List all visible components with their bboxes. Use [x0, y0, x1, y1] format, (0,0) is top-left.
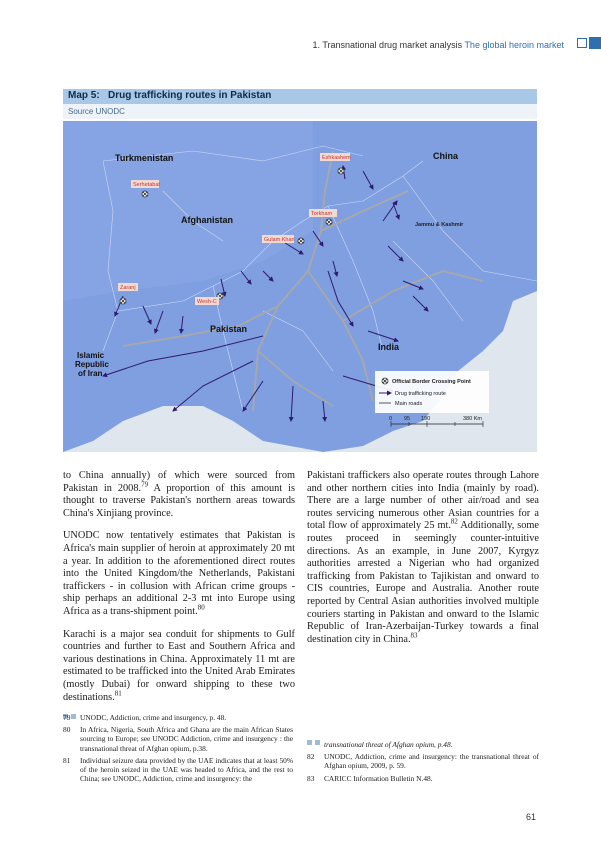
map-number: Map 5:	[68, 90, 100, 101]
crossing-serhetabat-icon	[142, 191, 148, 197]
footnote: transnational threat of Afghan opium, p.48.	[324, 740, 453, 749]
label-jammu: Jammu & Kashmir	[415, 222, 464, 228]
label-serhetabat: Serhetabat	[133, 182, 160, 188]
map-title-bar	[63, 89, 537, 104]
paragraph: Karachi is a major sea conduit for shipments to Gulf countries and further to East and Southern Africa and various destinations in China. Approximately 11 mt are estimated to be trafficked into the United Arab Emirates (mostly Dubai) for onward shipping to these two destinations.$^{81}$	[63, 628, 295, 703]
legend-crossing: Official Border Crossing Point	[392, 379, 471, 385]
map-svg	[63, 121, 537, 452]
crossing-gulam-khan-icon	[298, 238, 304, 244]
footnote: 81 Individual seizure data provided by the UAE indicates that at least 50% of the heroin seized in the UAE was headed to Africa, and the rest to China; see UNODC, Addiction, crime and insurgency: the	[63, 755, 293, 784]
right-column	[307, 470, 539, 656]
scale-tick-3: 380 Km	[463, 416, 482, 422]
label-iran-3: of Iran	[78, 369, 103, 378]
crossing-eshkashem-icon	[338, 168, 344, 174]
label-wesh: Wesh-C	[197, 299, 217, 305]
header-bar-icon	[589, 37, 601, 49]
page-number: 61	[526, 812, 537, 822]
trafficking-map	[63, 121, 537, 452]
legend-route: Drug trafficking route	[395, 391, 446, 397]
label-zaranj: Zaranj	[120, 285, 136, 291]
legend-crossing-icon	[382, 378, 388, 384]
label-torkham: Torkham	[311, 211, 333, 217]
header-box-icon	[577, 38, 587, 48]
footnote: 80 In Africa, Nigeria, South Africa and Ghana are the main African States sourcing to Europe; see UNODC Addiction, crime and insurgency : the transnational threat of Afghan opium, p.38.	[63, 725, 293, 753]
label-china: China	[433, 151, 459, 161]
left-column	[63, 470, 295, 714]
label-iran-2: Republic	[75, 360, 109, 369]
label-eshkashem: Eshkashem	[322, 155, 351, 161]
crossing-torkham-icon	[326, 219, 332, 225]
label-afghanistan: Afghanistan	[181, 215, 234, 225]
footnote: 82 UNODC, Addiction, crime and insurgency: the transnational threat of Afghan opium, 2009, p. 59.	[307, 752, 539, 771]
map-source: Source UNODC	[63, 104, 537, 119]
label-turkmenistan: Turkmenistan	[115, 153, 174, 163]
scale-tick-2: 190	[421, 416, 431, 422]
footnote-marker-icon	[307, 732, 323, 737]
footnote: 79 UNODC, Addiction, crime and insurgency, p. 48.	[63, 713, 227, 722]
header-section: The global heroin market	[464, 40, 564, 50]
footnotes-right	[307, 740, 539, 786]
label-gulam-khan: Gulam Khan	[264, 237, 295, 243]
crossing-zaranj-icon	[120, 298, 126, 304]
paragraph: to China annually) of which were sourced from Pakistan in 2008.79 A proportion of this amount is thought to traverse Pakistan's northern areas towards China's Xinjiang province.	[63, 470, 295, 519]
scale-tick-0: 0	[389, 416, 393, 422]
label-pakistan: Pakistan	[210, 324, 248, 334]
footnote-marker-icon	[63, 706, 79, 711]
label-india: India	[378, 342, 400, 352]
footnotes-left	[63, 713, 293, 786]
footnote: 83 CARICC Information Bulletin N.48.	[307, 773, 433, 783]
label-iran-1: Islamic	[77, 351, 105, 360]
map-title: Drug trafficking routes in Pakistan	[108, 90, 272, 101]
running-header	[313, 40, 564, 50]
legend-roads: Main roads	[395, 401, 423, 407]
header-chapter: 1. Transnational drug market analysis	[312, 40, 463, 50]
paragraph: Pakistani traffickers also operate routes through Lahore and other northern cities into India (mainly by road). There are a large number of other air/road and sea routes servicing numerous other Asian countries for a total flow of approximately 25 mt.$^{82}$ Additionally, some routes proceed in seemingly counter-intuitive directions. As an example, in June 2007, Kyrgyz authorities arrested a Nigerian who had organized trafficking from Pakistan to Tajikistan and onward to CIS countries, Europe and Australia. Another route reported by Central Asian authorities involved multiple couriers starting in Pakistan and onward to the Islamic Republic of Iran-Azerbaijan-Turkey towards a final destination city in China.$^{83}$	[307, 470, 540, 645]
map-legend	[375, 371, 489, 413]
scale-tick-1: 95	[404, 416, 411, 422]
paragraph: UNODC now tentatively estimates that Pakistan is Africa's main supplier of heroin at approximately 20 mt a year. In addition to the aforementioned direct routes into the United Kingdom/the Netherlands, Pakistani traffickers - in collusion with African crime groups - ship perhaps an additional 2-3 mt into Europe using Africa as a trans-shipment point.$^{80}$	[63, 530, 295, 617]
